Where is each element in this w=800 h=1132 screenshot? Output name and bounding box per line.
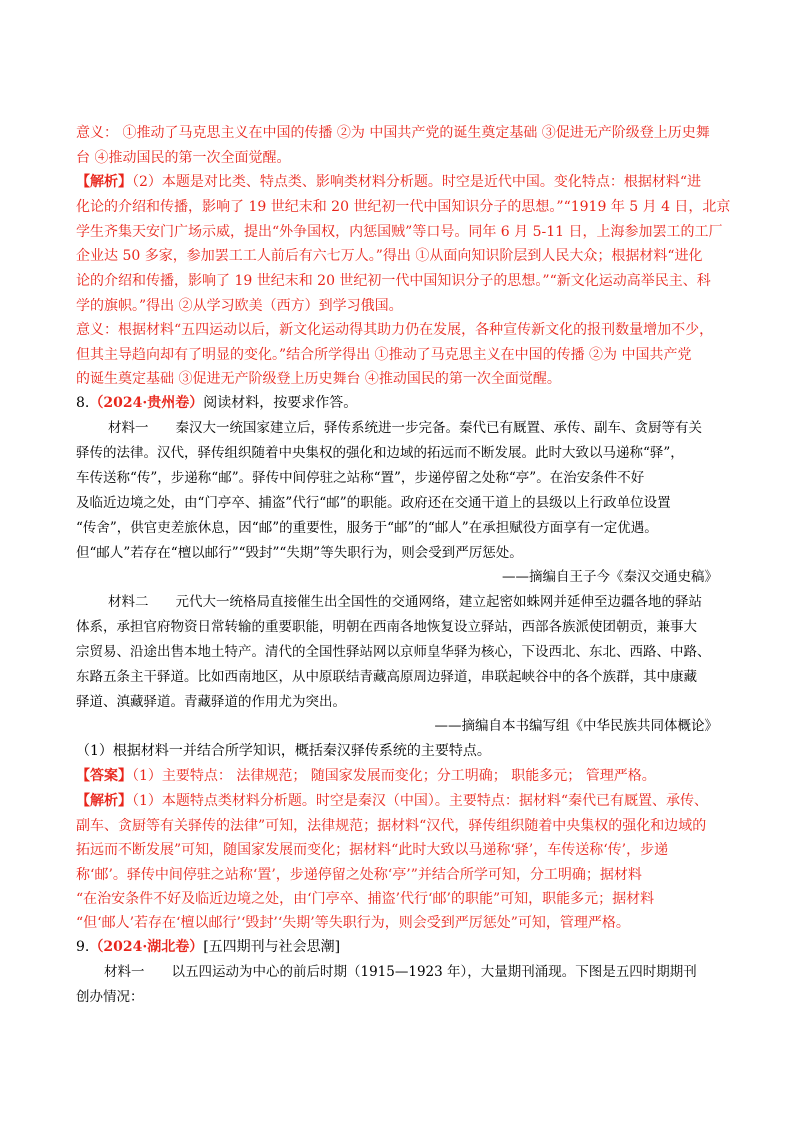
material-one-line: 及临近边境之处，由“门亭卒、捕盗”代行“邮”的职能。政府还在交通干道上的县级以上行政单位设置: [76, 495, 671, 511]
analysis-text: （1）本题特点类材料分析题。时空是秦汉（中国）。主要特点：据材料“秦代已有厩置、承传、: [132, 793, 709, 809]
q7-meaning-line: 台 ④推动国民的第一次全面觉醒。: [76, 150, 291, 166]
material-one-line: 材料一 秦汉大一统国家建立后，驿传系统进一步完备。秦代已有厩置、承传、副车、贪厨等有关: [108, 420, 702, 436]
q9-material-one-line: 材料一 以五四运动为中心的前后时期（1915—1923 年），大量期刊涌现。下图是五四时期期刊: [104, 964, 697, 980]
material-one-line: 车传送称“传”，步递称“邮”。驿传中间停驻之站称“置”，步递停留之处称“亭”。在治安条件不好: [76, 470, 645, 486]
question-source: （2024·贵州卷）: [89, 395, 204, 411]
q7-analysis-line: 学的旗帜。”得出 ②从学习欧美（西方）到学习俄国。: [76, 298, 403, 314]
analysis-tag: 【解析】: [76, 174, 132, 190]
material-two-line: 东路五条主干驿道。比如西南地区，从中原联结青藏高原周边驿道，串联起峡谷中的各个族群，其中康藏: [76, 669, 697, 685]
material-two-line: 驿道、滇藏驿道。青藏驿道的作用尤为突出。: [76, 694, 346, 710]
question-prompt: 阅读材料，按要求作答。: [203, 395, 358, 411]
q8-question-1: （1）根据材料一并结合所学知识，概括秦汉驿传系统的主要特点。: [76, 743, 491, 759]
material-one-line: 但“邮人”若存在“檀以邮行”“毁封”“失期”等失职行为，则会受到严厉惩处。: [76, 545, 523, 561]
material-one-line: 驿传的法律。汉代，驿传组织随着中央集权的强化和边域的拓远而不断发展。此时大致以马递称“驿”，: [76, 445, 684, 461]
analysis-text: （2）本题是对比类、特点类、影响类材料分析题。时空是近代中国。变化特点：根据材料“进: [132, 174, 702, 190]
q7-meaning2-line: 意义：根据材料“五四运动以后，新文化运动得其助力仍在发展，各种宣传新文化的报刊数量增加不少，: [76, 322, 714, 338]
q8-answer: [76, 766, 656, 786]
q7-meaning2-line: 但其主导趋向却有了明显的变化。”结合所学得出 ①推动了马克思主义在中国的传播 ②为 中国共产党: [76, 347, 692, 363]
q8-analysis-line: 称‘邮’。驿传中间停驻之站称‘置’，步递停留之处称‘亭’”并结合所学可知，分工明确；据材料: [76, 867, 642, 883]
q7-analysis-line: 学生齐集天安门广场示威，提出“外争国权，内惩国贼”等口号。同年 6 月 5-11 日，上海参加罢工的工厂: [76, 224, 723, 240]
q7-analysis-line: 论的介绍和传播，影响了 19 世纪末和 20 世纪初一代中国知识分子的思想。”“新文化运动高举民主、科: [76, 273, 711, 289]
q7-analysis-line: [76, 172, 701, 192]
q8-analysis-line: “但‘邮人’若存在‘檀以邮行’‘毁封’‘失期’等失职行为，则会受到严厉惩处”可知，管理严格。: [76, 915, 630, 931]
material-one-line: “传舍”，供官吏差旅休息，因“邮”的重要性，服务于“邮”的“邮人”在承担赋役方面享有一定优遇。: [76, 520, 658, 536]
q7-analysis-line: 企业达 50 多家，参加罢工工人前后有六七万人。”得出 ①从面向知识阶层到人民大众；根据材料“进化: [76, 248, 703, 264]
material-two-line: 宗贸易、沿途出售本地土特产。清代的全国性驿站网以京师皇华驿为核心，下设西北、东北、西路、中路、: [76, 644, 711, 660]
q8-analysis-line: 副车、贪厨等有关驿传的法律”可知，法律规范；据材料“汉代，驿传组织随着中央集权的强化和边域的: [76, 818, 707, 834]
material-two-source: ——摘编自本书编写组《中华民族共同体概论》: [434, 718, 718, 734]
q7-analysis-line: 化论的介绍和传播，影响了 19 世纪末和 20 世纪初一代中国知识分子的思想。”“1919 年 5 月 4 日，北京: [76, 199, 731, 215]
question-topic: [五四期刊与社会思潮]: [203, 939, 341, 955]
q7-meaning-line: 意义： ①推动了马克思主义在中国的传播 ②为 中国共产党的诞生奠定基础 ③促进无产阶级登上历史舞: [76, 125, 710, 141]
question-source: （2024·湖北卷）: [89, 939, 204, 955]
answer-text: （1）主要特点： 法律规范； 随国家发展而变化；分工明确； 职能多元； 管理严格。: [132, 768, 656, 784]
q8-analysis-line: [76, 791, 708, 811]
material-one-source: ——摘编自王子今《秦汉交通史稿》: [502, 569, 718, 585]
question-number: 9.: [76, 939, 90, 955]
q9-material-one-line: 创办情况：: [76, 989, 144, 1005]
q9-header: [76, 937, 340, 957]
question-number: 8.: [76, 395, 90, 411]
q7-meaning2-line: 的诞生奠定基础 ③促进无产阶级登上历史舞台 ④推动国民的第一次全面觉醒。: [76, 371, 561, 387]
q8-header: [76, 393, 357, 413]
q8-analysis-line: 拓远而不断发展”可知，随国家发展而变化；据材料“此时大致以马递称‘驿’，车传送称‘传’，步递: [76, 842, 669, 858]
material-two-line: 体系，承担官府物资日常转输的重要职能，明朝在西南各地恢复设立驿站，西部各族派使团朝贡，兼事大: [76, 619, 697, 635]
q8-analysis-line: “在治安条件不好及临近边境之处，由‘门亭卒、捕盗’代行‘邮’的职能”可知，职能多元；据材料: [76, 891, 655, 907]
material-two-line: 材料二 元代大一统格局直接催生出全国性的交通网络，建立起密如蛛网并延伸至边疆各地的驿站: [108, 594, 702, 610]
analysis-tag: 【解析】: [76, 793, 132, 809]
answer-tag: 【答案】: [76, 768, 132, 784]
